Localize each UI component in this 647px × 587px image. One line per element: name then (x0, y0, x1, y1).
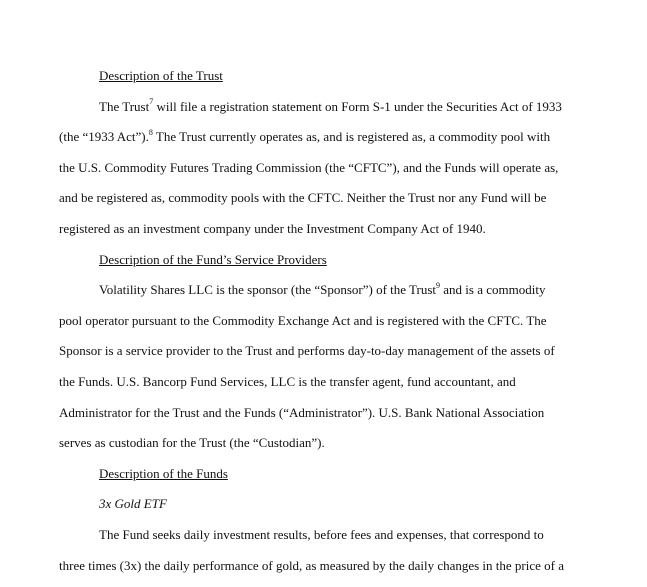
paragraph-line: the U.S. Commodity Futures Trading Commission (the “CFTC”), and the Funds will operate as, (59, 159, 559, 175)
paragraph-line: the Funds. U.S. Bancorp Fund Services, LLC is the transfer agent, fund accountant, and (59, 373, 516, 389)
paragraph-line: The Fund seeks daily investment results, before fees and expenses, that correspond to (99, 526, 544, 542)
paragraph-line: three times (3x) the daily performance of gold, as measured by the daily changes in the price of a (59, 557, 565, 573)
paragraph-line: Sponsor is a service provider to the Trust and performs day-to-day management of the assets of (59, 343, 555, 359)
paragraph-line: (the “1933 Act”).$^8$ The Trust currently operates as, and is registered as, a commodity pool with (59, 127, 551, 145)
paragraph-line: Administrator for the Trust and the Funds (“Administrator”). U.S. Bank National Association (59, 404, 545, 420)
paragraph-line: registered as an investment company under the Investment Company Act of 1940. (59, 220, 486, 236)
footnote-ref: 7 (149, 97, 154, 107)
paragraph-line: serves as custodian for the Trust (the “Custodian”). (59, 435, 325, 451)
footnote-ref: 9 (436, 280, 441, 290)
section-heading-service-providers: Description of the Fund’s Service Providers (99, 251, 327, 267)
document-page (59, 61, 587, 581)
paragraph-line: The Trust$^7$ will file a registration statement on Form S-1 under the Securities Act of 1933 (99, 97, 562, 114)
paragraph-line: Volatility Shares LLC is the sponsor (the “Sponsor”) of the Trust$^9$ and is a commodity (99, 280, 546, 298)
paragraph-line: pool operator pursuant to the Commodity Exchange Act and is registered with the CFTC. The (59, 312, 547, 328)
section-heading-funds: Description of the Funds (99, 465, 228, 481)
footnote-ref: 8 (148, 127, 153, 137)
paragraph-line: and be registered as, commodity pools with the CFTC. Neither the Trust nor any Fund will be (59, 190, 547, 206)
section-heading-trust: Description of the Trust (99, 68, 223, 83)
fund-subheading: 3x Gold ETF (99, 496, 167, 512)
